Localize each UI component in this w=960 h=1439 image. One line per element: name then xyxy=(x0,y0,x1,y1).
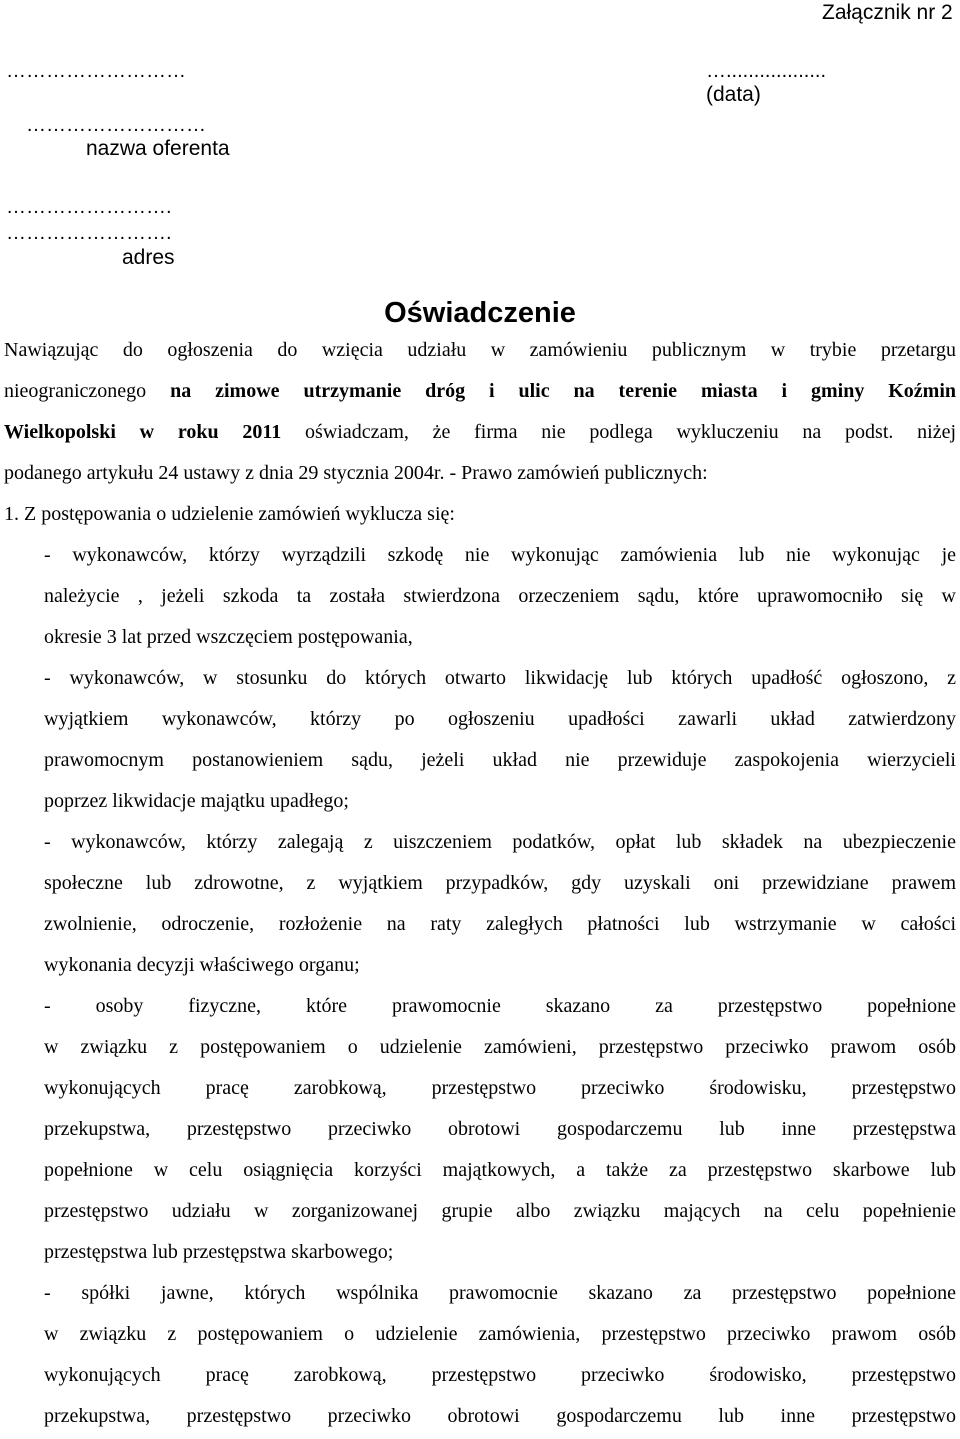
dotted-line-company-1: ……………………… xyxy=(6,60,186,82)
body-line: wykonujących pracę zarobkową, przestępstwo przeciwko środowisku, przestępstwo xyxy=(44,1077,956,1099)
attachment-label: Załącznik nr 2 xyxy=(822,1,953,24)
body-line: w związku z postępowaniem o udzielenie zamówieni, przestępstwo przeciwko prawom osób xyxy=(44,1036,956,1058)
body-line: przestępstwo udziału w zorganizowanej grupie albo związku mających na celu popełnienie xyxy=(44,1200,956,1222)
body-line: przestępstwa lub przestępstwa skarbowego; xyxy=(44,1241,394,1263)
body-line: - wykonawców, którzy zalegają z uiszczeniem podatków, opłat lub składek na ubezpieczenie xyxy=(44,831,956,853)
body-line: zwolnienie, odroczenie, rozłożenie na raty zaległych płatności lub wstrzymanie w całości xyxy=(44,913,956,935)
intro-line-2-plain: nieograniczonego xyxy=(4,380,147,402)
dotted-line-date: ….................. xyxy=(706,60,827,82)
intro-line-1: Nawiązując do ogłoszenia do wzięcia udziału w zamówieniu publicznym w trybie przetargu xyxy=(4,339,956,361)
body-line: prawomocnym postanowieniem sądu, jeżeli układ nie przewiduje zaspokojenia wierzycieli xyxy=(44,749,956,771)
tender-subject-bold: na zimowe utrzymanie dróg i ulic na terenie miasta i gminy Koźmin xyxy=(170,380,957,402)
body-line: - wykonawców, w stosunku do których otwarto likwidację lub których upadłość ogłoszono, z xyxy=(44,667,956,689)
body-line: - osoby fizyczne, które prawomocnie skazano za przestępstwo popełnione xyxy=(44,995,956,1017)
body-line: przekupstwa, przestępstwo przeciwko obrotowi gospodarczemu lub inne przestępstwa xyxy=(44,1118,956,1140)
tender-subject-bold-cont: Wielkopolski w roku 2011 xyxy=(4,421,282,443)
intro-line-3 xyxy=(4,414,956,455)
body-line: popełnione w celu osiągnięcia korzyści majątkowych, a także za przestępstwo skarbowe lub xyxy=(44,1159,956,1181)
dotted-line-address-2: ……………………. xyxy=(6,222,172,244)
dotted-line-address-1: ……………………. xyxy=(6,196,172,218)
body-line: w związku z postępowaniem o udzielenie zamówienia, przestępstwo przeciwko prawom osób xyxy=(44,1323,956,1345)
date-label: (data) xyxy=(706,83,761,106)
body-line: - spółki jawne, których wspólnika prawomocnie skazano za przestępstwo popełnione xyxy=(44,1282,956,1304)
address-label: adres xyxy=(122,246,175,269)
body-line: - wykonawców, którzy wyrządzili szkodę nie wykonując zamówienia lub nie wykonując je xyxy=(44,544,956,566)
body-line: wyjątkiem wykonawców, którzy po ogłoszeniu upadłości zawarli układ zatwierdzony xyxy=(44,708,956,730)
body-line: wykonania decyzji właściwego organu; xyxy=(44,954,360,976)
document-title: Oświadczenie xyxy=(384,297,576,329)
body-line: wykonujących pracę zarobkową, przestępstwo przeciwko środowisko, przestępstwo xyxy=(44,1364,956,1386)
dotted-line-company-2: ……………………… xyxy=(26,114,206,136)
body-line: społeczne lub zdrowotne, z wyjątkiem przypadków, gdy uzyskali oni przewidziane prawem xyxy=(44,872,956,894)
body-line: przekupstwa, przestępstwo przeciwko obrotowi gospodarczemu lub inne przestępstwo xyxy=(44,1405,956,1427)
body-line: należycie , jeżeli szkoda ta została stwierdzona orzeczeniem sądu, które uprawomocniło się w xyxy=(44,585,956,607)
intro-line-5: 1. Z postępowania o udzielenie zamówień wyklucza się: xyxy=(4,503,455,525)
intro-line-4: podanego artykułu 24 ustawy z dnia 29 stycznia 2004r. - Prawo zamówień publicznych: xyxy=(4,462,708,484)
intro-line-3-plain: oświadczam, że firma nie podlega wykluczeniu na podst. niżej xyxy=(305,421,957,443)
body-line: poprzez likwidacje majątku upadłego; xyxy=(44,790,349,812)
company-name-label: nazwa oferenta xyxy=(86,137,230,160)
intro-paragraph xyxy=(4,332,956,537)
body-line: okresie 3 lat przed wszczęciem postępowania, xyxy=(44,626,413,648)
exclusion-list xyxy=(44,537,956,1439)
intro-line-2 xyxy=(4,373,956,414)
